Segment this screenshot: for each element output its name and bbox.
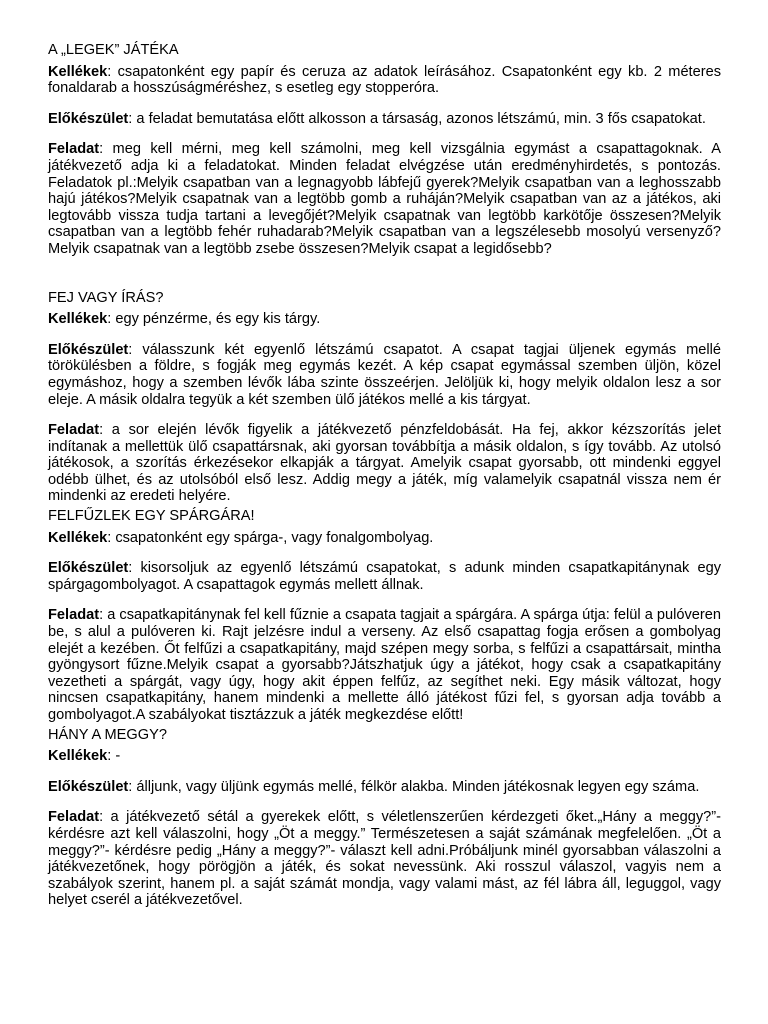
preparation-label: Előkészület [48,341,129,358]
section-title: HÁNY A MEGGY? [48,726,167,743]
task-paragraph [48,422,721,505]
task-text: : a játékvezető sétál a gyerekek előtt, s véletlenszerűen kérdezgeti őket.„Hány a meggy?”- kérdésre azt kell válaszolni, hogy „Öt a meggy.” Természetesen a saját számának megfelelően. „Öt a meggy?”- kérdésre pedig „Hány a meggy?”- választ kell adni.Próbáljunk minél gyorsabban válaszolni a játékvezetőnek, hogy pörögjön a játék, és sokat nevessünk. Aki rosszul válaszol, vagyis nem a szabályok szerint, hanem pl. a saját számát mondja, vagy valami mást, az fél lábra áll, leguggol, vagy helyet cserél a játékvezetővel. [48,809,721,909]
preparation-text: : álljunk, vagy üljünk egymás mellé, félkör alakba. Minden játékosnak legyen egy száma. [128,778,700,795]
requirements-text: : csapatonként egy papír és ceruza az adatok leírásához. Csapatonként egy kb. 2 méteres fonaldarab a hosszúságméréshez, s esetleg egy stopperóra. [48,63,721,97]
document-body [48,42,721,909]
requirements-paragraph [48,64,721,97]
task-text: : meg kell mérni, meg kell számolni, meg kell vizsgálnia egymást a csapattagoknak. A játékvezető adja ki a feladatokat. Minden feladat elvégzése után eredményhirdetés, s pontozás. Feladatok pl.:Melyik csapatban van a legnagyobb lábfejű gyerek?Melyik csapatban van a leghosszabb hajú játékos?Melyik csapatnak van a legtöbb gomb a ruháján?Melyik csapatban van az a játékos, aki legtovább vissza tudja tartani a levegőjét?Melyik csapatnak van legtöbb karkötője összesen?Melyik csapatban van a legtöbb fehér ruhadarab?Melyik csapatban van a legszélesebb mosolyú versenyző?Melyik csapatnak van a legtöbb zsebe összesen?Melyik csapat a legidősebb? [48,141,721,257]
requirements-paragraph [48,748,721,765]
task-label: Feladat [48,809,100,826]
task-label: Feladat [48,422,100,439]
task-paragraph [48,607,721,723]
preparation-paragraph [48,342,721,408]
section-title: FEJ VAGY ÍRÁS? [48,289,164,306]
game-section-felfuzlek [48,508,721,724]
requirements-label: Kellékek [48,748,108,765]
requirements-paragraph [48,311,721,328]
preparation-label: Előkészület [48,110,129,127]
preparation-text: : a feladat bemutatása előtt alkosson a társaság, azonos létszámú, min. 3 fős csapatokat. [128,110,706,127]
section-title: A „LEGEK” JÁTÉKA [48,42,179,58]
preparation-paragraph [48,111,721,128]
preparation-paragraph [48,779,721,796]
requirements-text: : csapatonként egy spárga-, vagy fonalgombolyag. [107,529,434,546]
requirements-text: : - [107,748,121,765]
game-section-fej-vagy-iras [48,290,721,506]
section-title: FELFŰZLEK EGY SPÁRGÁRA! [48,508,255,525]
preparation-label: Előkészület [48,560,129,577]
game-section-legek [48,42,721,258]
task-label: Feladat [48,607,100,624]
preparation-text: : kisorsoljuk az egyenlő létszámú csapatokat, s adunk minden csapatkapitánynak egy spárgagombolyagot. A csapattagok egymás mellett állnak. [48,560,721,593]
requirements-paragraph [48,530,721,547]
game-section-hany-a-meggy [48,727,721,909]
requirements-label: Kellékek [48,311,108,328]
task-paragraph [48,141,721,257]
preparation-paragraph [48,560,721,593]
preparation-text: : válasszunk két egyenlő létszámú csapatot. A csapat tagjai üljenek egymás mellé törökülésben a földre, s fogják meg egymás kezét. A kép csapat egymással szemben üljön, közel egymáshoz, hogy a szemben lévők lába szinte összeérjen. Jelöljük ki, hogy melyik oldalon lesz a sor eleje. A másik oldalra tegyük a két szemben ülő játékos mellé a kis tárgyat. [48,341,721,408]
task-text: : a csapatkapitánynak fel kell fűznie a csapata tagjait a spárgára. A spárga útja: felül a pulóveren be, s alul a pulóveren ki. Rajt jelzésre indul a verseny. Az első csapattag fogja erősen a gombolyag elejét a kezében. Őt felfűzi a csapatkapitány, majd szépen megy sorba, s felfűzi a csapattársait, mintha gyöngysort fűzne.Melyik csapat a gyorsabb?Játszhatjuk úgy a játékot, hogy csak a csapatkapitány vezetheti a spárgát, vagy úgy, hogy akit éppen felfűz, az segíthet neki. Egy másik változat, hogy nincsen csapatkapitány, hanem mindenki a mellette álló játékost fűzi fel, s gyorsan adja tovább a gombolyagot.A szabályokat tisztázzuk a játék megkezdése előtt! [48,607,721,723]
requirements-label: Kellékek [48,63,108,80]
requirements-text: : egy pénzérme, és egy kis tárgy. [107,311,321,328]
task-text: : a sor elején lévők figyelik a játékvezető pénzfeldobását. Ha fej, akkor kézszorítás jelet indítanak a mellettük ülő csapattársnak, aki gyorsan továbbítja a másik oldalon, s így tovább. Az utolsó játékosok, a szorítás érkezésekor elkapják a tárgyat. Amelyik csapat gyorsabb, ott mindenki eggyel odébb ülhet, és az utolsóból első lesz. Addig megy a játék, míg valamelyik csapatnál vissza nem ér mindenki az eredeti helyére. [48,422,721,505]
preparation-label: Előkészület [48,778,129,795]
task-label: Feladat [48,141,100,158]
requirements-label: Kellékek [48,529,108,546]
task-paragraph [48,809,721,909]
